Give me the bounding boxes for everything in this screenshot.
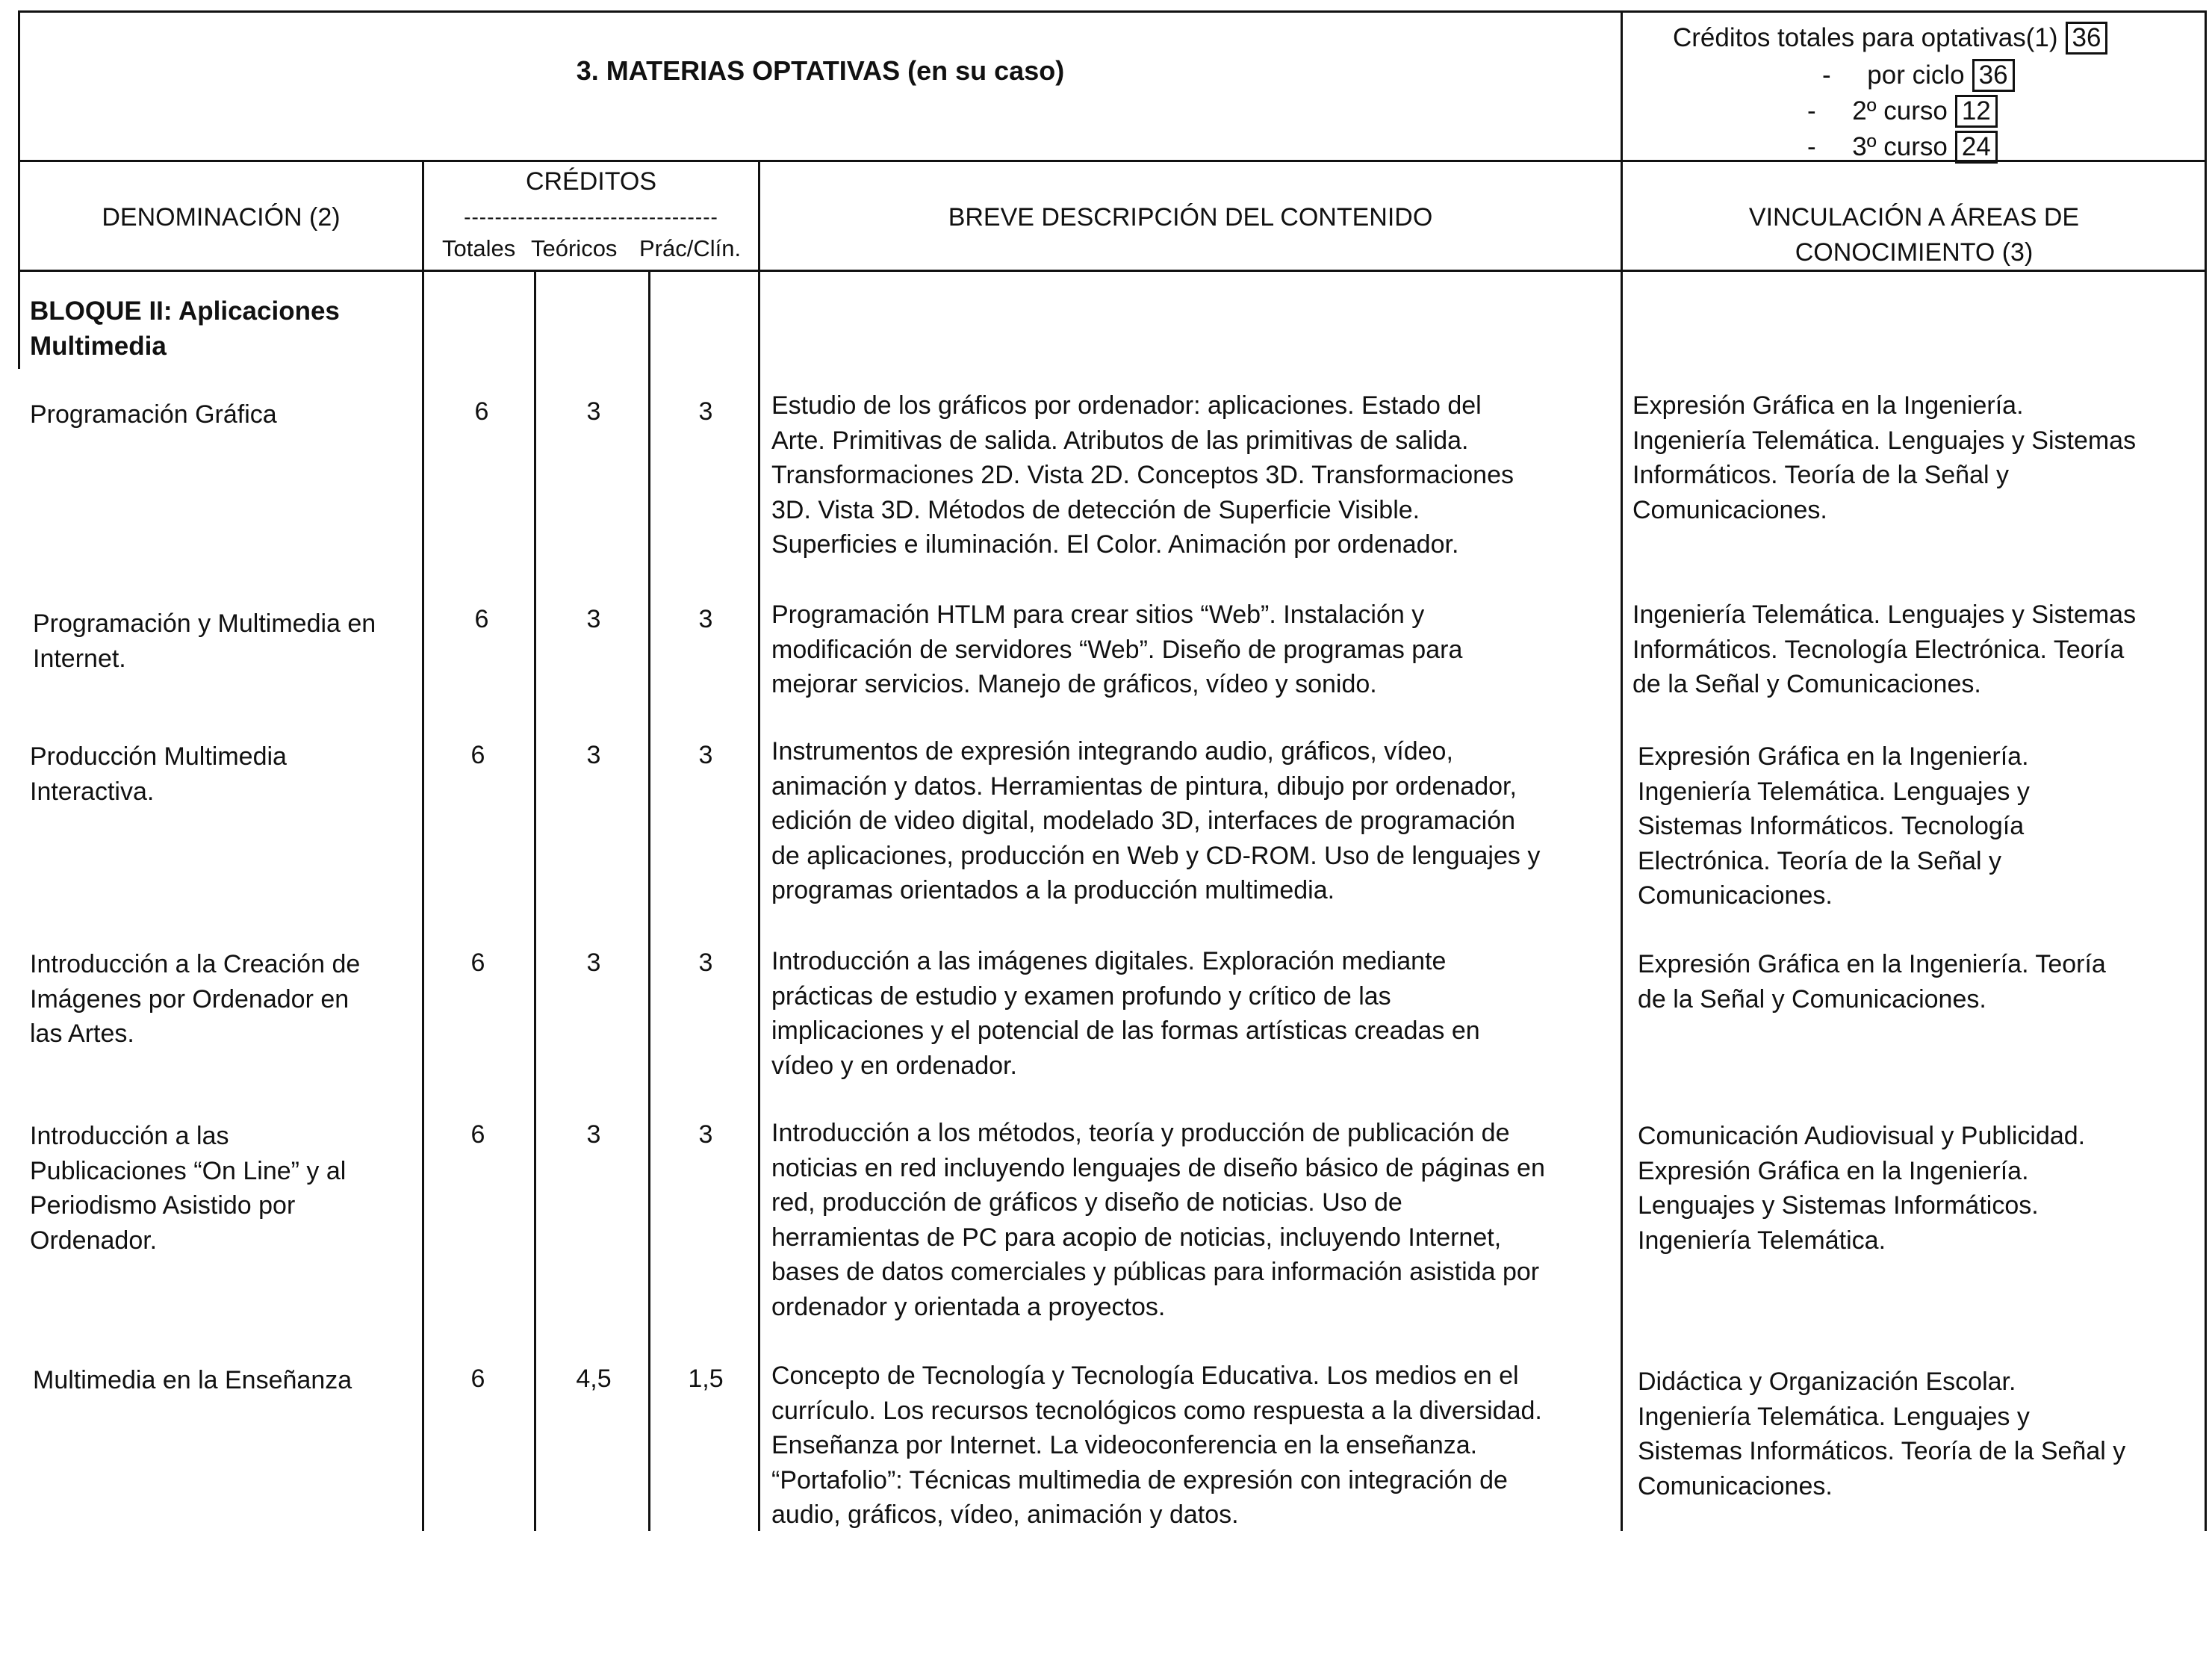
subject-areas: Ingeniería Telemática. Lenguajes y Sistemas Informáticos. Tecnología Electrónica. Teoría de la Señal y Comunicaciones. xyxy=(1632,600,2137,698)
header-descripcion: BREVE DESCRIPCIÓN DEL CONTENIDO xyxy=(948,203,1433,232)
subject-teoricos: 3 xyxy=(586,605,601,633)
section-title: 3. MATERIAS OPTATIVAS (en su caso) xyxy=(576,55,1065,86)
subject-practicos: 3 xyxy=(698,605,713,633)
subject-areas: Expresión Gráfica en la Ingeniería. Ingeniería Telemática. Lenguajes y Sistemas Informáticos. Teoría de la Señal y Comunicaciones. xyxy=(1632,391,2137,524)
subject-areas: Didáctica y Organización Escolar. Ingeniería Telemática. Lenguajes y Sistemas Informáticos. Teoría de la Señal y Comunicaciones. xyxy=(1638,1368,2126,1500)
subject-name: Programación y Multimedia en Internet. xyxy=(33,609,376,673)
header-totales: Totales xyxy=(442,235,516,261)
credits-total-label: Créditos totales para optativas(1) xyxy=(1673,23,2058,52)
subject-practicos: 3 xyxy=(698,1120,713,1149)
credits-row-2curso xyxy=(1807,93,1998,130)
credits-row-ciclo xyxy=(1822,57,2015,94)
credits-row-value: 12 xyxy=(1955,95,1998,128)
subject-totales: 6 xyxy=(470,949,485,977)
rule-col-practicos xyxy=(648,270,650,1531)
subject-description: Instrumentos de expresión integrando audio, gráficos, vídeo, animación y datos. Herramientas de pintura, dibujo por ordenador, edición de video digital, modelado 3D, interfaces de programación de aplicaciones, producción en Web y CD-ROM. Uso de lenguajes y programas orientados a la producción multimedia. xyxy=(771,737,1541,904)
header-creditos: CRÉDITOS xyxy=(525,167,657,196)
subject-description: Programación HTLM para crear sitios “Web”. Instalación y modificación de servidores “Web”. Diseño de programas para mejorar servicios. Manejo de gráficos, vídeo y sonido. xyxy=(771,600,1463,698)
subject-totales: 6 xyxy=(474,605,489,633)
subject-name: Producción Multimedia Interactiva. xyxy=(30,742,287,806)
credits-total-row xyxy=(1673,19,2107,57)
subject-totales: 6 xyxy=(470,741,485,769)
credits-total-value: 36 xyxy=(2066,22,2108,55)
rule-colheader-bottom xyxy=(18,270,2206,272)
credits-row-label: por ciclo xyxy=(1867,60,1965,90)
header-prac: Prác/Clín. xyxy=(639,235,742,261)
header-teoricos: Teóricos xyxy=(531,235,618,261)
credits-row-dash: - xyxy=(1822,60,1831,90)
subject-name: Introducción a la Creación de Imágenes por Ordenador en las Artes. xyxy=(30,950,361,1048)
block-title: BLOQUE II: Aplicaciones Multimedia xyxy=(30,297,340,361)
subject-practicos: 1,5 xyxy=(688,1365,724,1393)
subject-teoricos: 3 xyxy=(586,741,601,769)
credits-row-label: 2º curso xyxy=(1852,96,1948,125)
credits-row-value: 36 xyxy=(1972,59,2015,92)
subject-totales: 6 xyxy=(470,1365,485,1393)
subject-practicos: 3 xyxy=(698,949,713,977)
subject-practicos: 3 xyxy=(698,397,713,426)
header-denominacion: DENOMINACIÓN (2) xyxy=(102,203,341,232)
subject-totales: 6 xyxy=(470,1120,485,1149)
header-dashes: --------------------------------- xyxy=(464,205,718,229)
credits-row-label: 3º curso xyxy=(1852,132,1948,161)
subject-areas: Expresión Gráfica en la Ingeniería. Ingeniería Telemática. Lenguajes y Sistemas Informáticos. Tecnología Electrónica. Teoría de la Señal y Comunicaciones. xyxy=(1638,742,2030,910)
subject-teoricos: 3 xyxy=(586,949,601,977)
subject-teoricos: 3 xyxy=(586,397,601,426)
rule-col-credits xyxy=(422,160,424,1531)
subject-name: Multimedia en la Enseñanza xyxy=(33,1366,352,1394)
subject-description: Introducción a los métodos, teoría y producción de publicación de noticias en red incluyendo lenguajes de diseño básico de páginas en red, producción de gráficos y diseño de noticias. Uso de herramientas de PC para acopio de noticias, incluyendo Internet, bases de datos comerciales y públicas para información asistida por ordenador y orientada a proyectos. xyxy=(771,1119,1545,1321)
subject-name: Introducción a las Publicaciones “On Line” y al Periodismo Asistido por Ordenador. xyxy=(30,1122,347,1255)
subject-teoricos: 4,5 xyxy=(576,1365,612,1393)
rule-col-teoricos xyxy=(534,270,536,1531)
subject-totales: 6 xyxy=(474,397,489,426)
header-vinculacion: VINCULACIÓN A ÁREAS DE CONOCIMIENTO (3) xyxy=(1748,203,2080,267)
rule-col-desc xyxy=(758,160,760,1531)
credits-row-dash: - xyxy=(1807,132,1816,161)
credits-row-value: 24 xyxy=(1955,131,1998,164)
subject-name: Programación Gráfica xyxy=(30,400,277,429)
subject-areas: Comunicación Audiovisual y Publicidad. Expresión Gráfica en la Ingeniería. Lenguajes y Sistemas Informáticos. Ingeniería Telemática. xyxy=(1638,1122,2086,1255)
subject-practicos: 3 xyxy=(698,741,713,769)
rule-top xyxy=(18,10,2206,13)
subject-description: Concepto de Tecnología y Tecnología Educativa. Los medios en el currículo. Los recursos tecnológicos como respuesta a la diversidad. Enseñanza por Internet. La videoconferencia en la enseñanza. “Portafolio”: Técnicas multimedia de expresión con integración de audio, gráficos, vídeo, animación y datos. xyxy=(771,1362,1542,1529)
credits-row-3curso xyxy=(1807,128,1998,166)
subject-teoricos: 3 xyxy=(586,1120,601,1149)
credits-row-dash: - xyxy=(1807,96,1816,125)
subject-description: Estudio de los gráficos por ordenador: aplicaciones. Estado del Arte. Primitivas de salida. Atributos de las primitivas de salida. Transformaciones 2D. Vista 2D. Conceptos 3D. Transformaciones 3D. Vista 3D. Métodos de detección de Superficie Visible. Superficies e iluminación. El Color. Animación por ordenador. xyxy=(771,391,1514,559)
subject-areas: Expresión Gráfica en la Ingeniería. Teoría de la Señal y Comunicaciones. xyxy=(1638,950,2106,1014)
subject-description: Introducción a las imágenes digitales. Exploración mediante prácticas de estudio y examen profundo y crítico de las implicaciones y el potencial de las formas artísticas creadas en vídeo y en ordenador. xyxy=(771,947,1480,1080)
